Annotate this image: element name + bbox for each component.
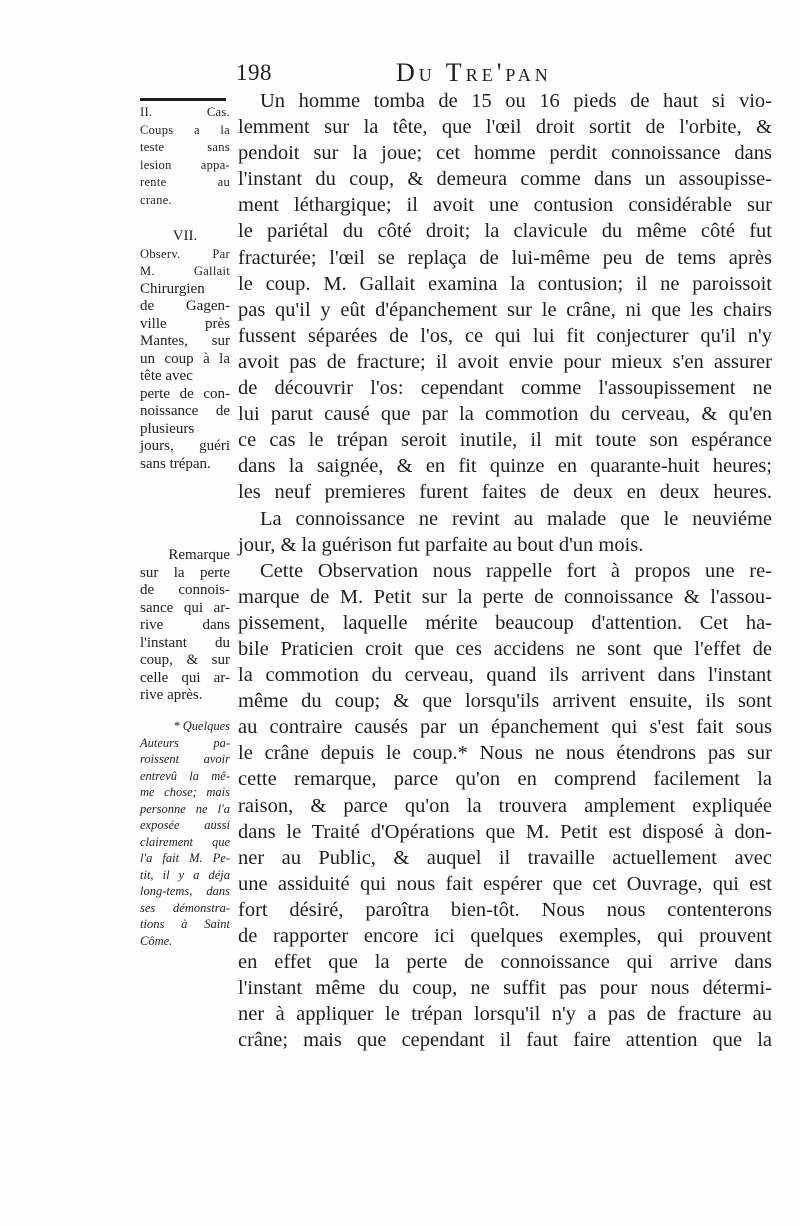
margin-rule (140, 98, 226, 101)
margin-line: rive après. (140, 687, 203, 703)
running-title: Du Tre'pan (396, 58, 552, 87)
body-line: pas qu'il y eût d'épanchement sur le crâne, ni que les chairs (238, 298, 772, 321)
margin-line: plusieurs (140, 420, 195, 437)
body-line: fracturée; l'œil se replaça de lui-même peu de tems après (238, 246, 772, 269)
body-line: Un homme tomba de 15 ou 16 pieds de haut si vio- (260, 90, 772, 112)
body-line: les neuf premieres furent faites de deux en deux heures. (238, 481, 772, 504)
footnote-line: me chose; mais (140, 785, 230, 799)
body-line: ment léthargique; il avoit une contusion considérable sur (238, 194, 772, 217)
margin-line: perte de con- (140, 385, 230, 402)
footnote-line: entrevû la mê- (140, 768, 230, 783)
margin-line: II. Cas. (140, 105, 230, 119)
body-line: cette remarque, parce qu'on en comprend facilement la (238, 768, 772, 791)
margin-line: un coup à la (140, 350, 230, 367)
body-line: de rapporter encore ici quelques exemples, qui prouvent (238, 925, 772, 947)
body-line: ce cas le trépan seroit inutile, il mit toute son espérance (238, 429, 772, 452)
body-line: le coup. M. Gallait examina la contusion; il ne paroissoit (238, 272, 772, 295)
margin-remarque (140, 547, 230, 705)
margin-line: VII. (172, 228, 198, 244)
body-line: dans la saignée, & en fit quinze en quarante-huit heures; (238, 455, 772, 478)
body-line: ner au Public, & auquel il travaille actuellement avec (238, 846, 772, 869)
margin-line: Remarque (168, 547, 230, 563)
footnote-line: tions à Saint (140, 917, 230, 931)
body-line: de découvrir l'os: cependant comme l'assoupissement ne (238, 377, 772, 400)
body-line: raison, & parce qu'on la trouvera amplement expliquée (238, 794, 772, 817)
margin-line: l'instant du (140, 634, 230, 651)
footnote-line: tit, il y a déja (140, 867, 230, 882)
footnote-line: exposée aussi (140, 818, 230, 832)
body-line: jour, & la guérison fut parfaite au bout d'un mois. (238, 533, 644, 556)
margin-line: Observ. Par (140, 246, 230, 261)
footnote-line: roissent avoir (140, 752, 230, 766)
margin-line: de Gagen- (140, 298, 230, 314)
margin-heading (140, 104, 230, 209)
body-line: fort désiré, paroîtra bien-tôt. Nous nous contenterons (238, 898, 772, 921)
body-line: au contraire causés par un épanchement qui s'est fait sous (238, 716, 772, 739)
body-line: La connoissance ne revint au malade que le neuviéme (260, 507, 772, 530)
body-line: le pariétal du côté droit; la clavicule du même côté fut (238, 220, 772, 243)
body-text (238, 88, 772, 1053)
body-line: bile Praticien croit que ces accidens ne sont que l'effet de (238, 637, 772, 660)
margin-line: rente au (140, 175, 230, 189)
page-number: 198 (236, 60, 272, 85)
body-line: en effet que la perte de connoissance qui arrive dans (238, 951, 772, 974)
margin-line: sance qui ar- (140, 599, 230, 616)
margin-observation (140, 228, 230, 473)
body-line: l'instant même du coup, ne suffit pas pour nous détermi- (238, 977, 772, 1000)
footnote-line: Côme. (140, 933, 173, 948)
body-line: même du coup; & que lorsqu'ils arrivent ensuite, ils sont (238, 690, 772, 713)
body-line: marque de M. Petit sur la perte de connoissance & l'assou- (238, 585, 772, 608)
margin-line: rive dans (140, 617, 230, 633)
body-line: une assiduité qui nous fait espérer que cet Ouvrage, qui est (238, 872, 772, 895)
margin-line: noissance de (140, 403, 230, 419)
body-line: ner à appliquer le trépan lorsqu'il n'y a pas de fracture au (238, 1003, 772, 1026)
footnote-line: Auteurs pa- (140, 735, 230, 750)
footnote-line: clairement que (140, 834, 230, 849)
footnote-line: personne ne l'a (140, 801, 230, 816)
margin-line: jours, guéri (140, 438, 230, 454)
body-line: crâne; mais que cependant il faut faire attention que la (238, 1029, 772, 1052)
body-line: l'instant du coup, & demeura comme dans un assoupisse- (238, 168, 772, 191)
body-line: dans le Traité d'Opérations que M. Petit est disposé à don- (238, 820, 772, 843)
body-line: lui parut causé que par la commotion du cerveau, & qu'en (238, 403, 772, 426)
margin-line: lesion appa- (140, 157, 230, 172)
body-line: la commotion du cerveau, quand ils arrivent dans l'instant (238, 664, 772, 687)
body-line: avoit pas de fracture; il avoit envie pour mieux s'en assurer (238, 350, 772, 373)
margin-line: M. Gallait (140, 264, 230, 278)
body-line: pissement, laquelle mérite beaucoup d'attention. Cet ha- (238, 611, 772, 634)
margin-line: Chirurgien (140, 280, 205, 297)
margin-line: sur la perte (140, 564, 230, 581)
body-line: lemment sur la tête, que l'œil droit sortit de l'orbite, & (238, 116, 772, 139)
margin-line: ville près (140, 315, 230, 332)
margin-line: de connois- (140, 582, 230, 598)
margin-footnote (140, 718, 230, 949)
margin-line: Mantes, sur (140, 333, 230, 349)
body-line: pendoit sur la joue; cet homme perdit connoissance dans (238, 142, 772, 165)
footnote-line: ses démonstra- (140, 900, 230, 915)
body-line: fussent séparées de l'os, ce qui lui fit conjecturer qu'il n'y (238, 324, 772, 347)
margin-line: coup, & sur (140, 652, 230, 668)
body-line: Cette Observation nous rappelle fort à propos une re- (260, 559, 772, 582)
margin-line: Coups a la (140, 122, 230, 137)
margin-line: teste sans (140, 140, 230, 154)
body-line: le crâne depuis le coup.* Nous ne nous étendrons pas sur (238, 742, 772, 765)
margin-line: sans trépan. (140, 455, 211, 472)
margin-line: crane. (140, 192, 172, 207)
margin-line: tête avec (140, 368, 193, 384)
footnote-line: l'a fait M. Pe- (140, 851, 230, 865)
footnote-line: long-tems, dans (140, 884, 230, 898)
margin-line: celle qui ar- (140, 669, 230, 686)
footnote-line: * Quelques (173, 719, 230, 733)
